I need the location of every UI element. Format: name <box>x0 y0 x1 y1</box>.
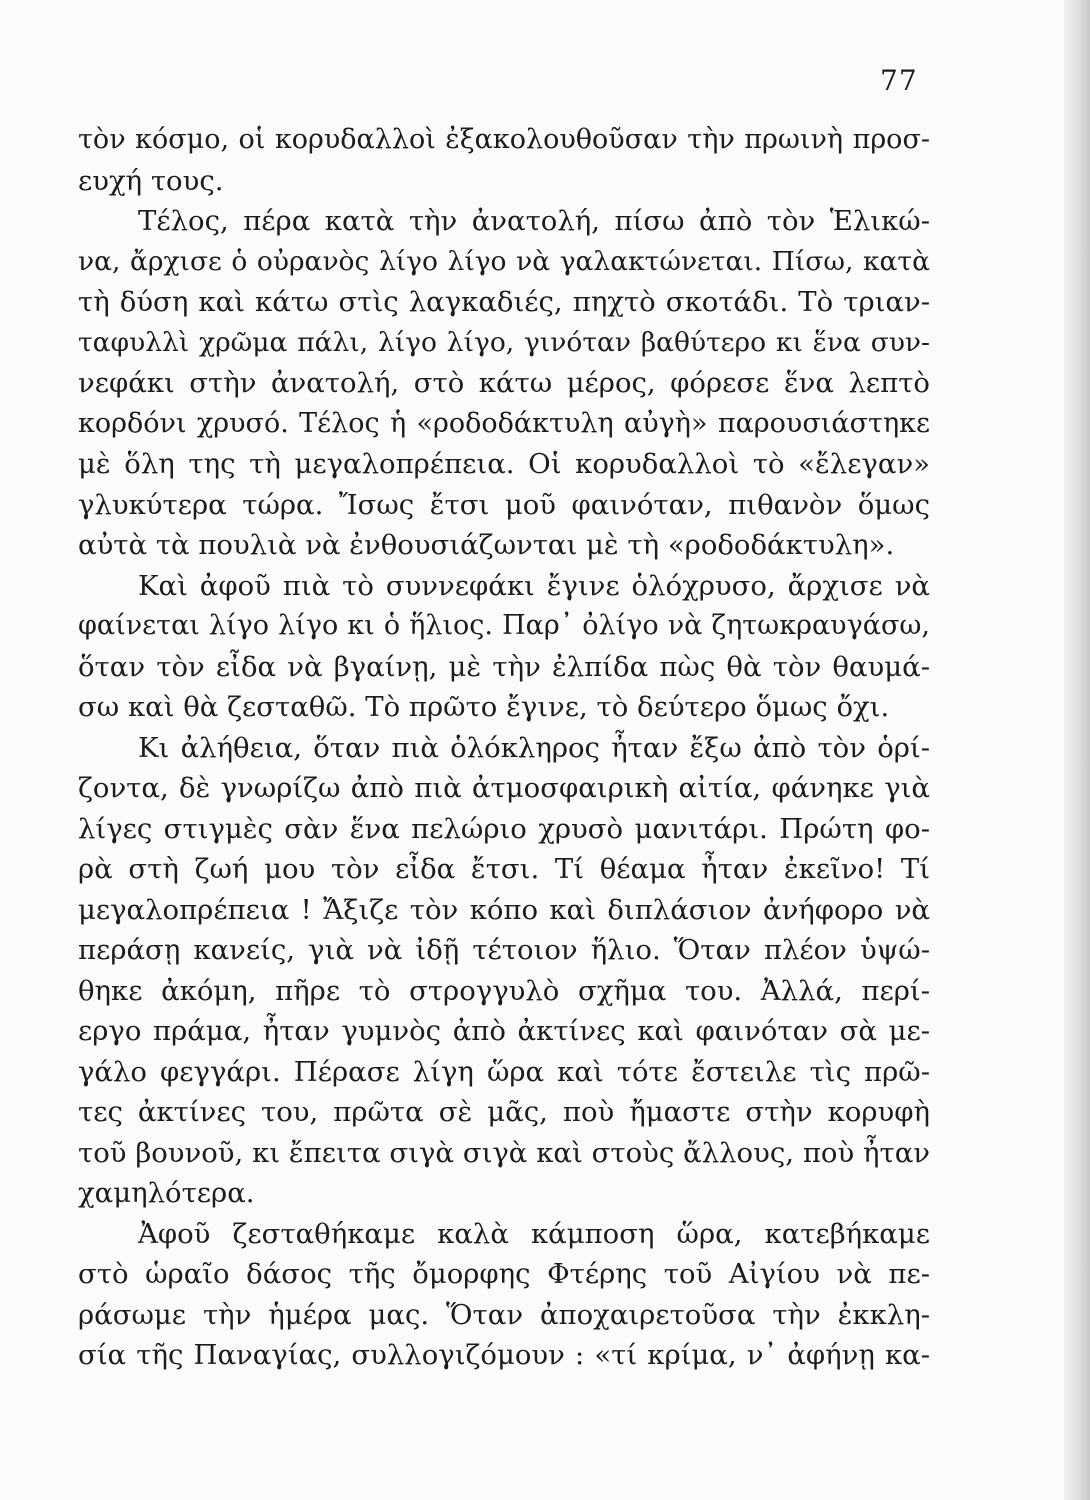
page-edge-shadow <box>1064 0 1090 1500</box>
text-line: εργο πράμα, ἦταν γυμνὸς ἀπὸ ἀκτίνες καὶ φαινόταν σὰ με- <box>78 1015 930 1047</box>
text-line: κορδόνι χρυσό. Τέλος ἡ «ροδοδάκτυλη αὐγὴ» παρουσιάστηκε <box>78 407 930 439</box>
text-line: τὸν κόσμο, οἱ κορυδαλλοὶ ἐξακολουθοῦσαν τὴν πρωινὴ προσ- <box>78 124 930 155</box>
text-line: τες ἀκτίνες του, πρῶτα σὲ μᾶς, ποὺ ἤμαστε στὴν κορυφὴ <box>78 1096 930 1128</box>
text-line: ρὰ στὴ ζωή μου τὸν εἶδα ἔτσι. Τί θέαμα ἦταν ἐκεῖνο! Τί <box>78 853 930 885</box>
text-line: μὲ ὅλη της τὴ μεγαλοπρέπεια. Οἱ κορυδαλλοὶ τὸ «ἔλεγαν» <box>78 448 930 480</box>
text-line: γλυκύτερα τώρα. Ἴσως ἔτσι μοῦ φαινόταν, πιθανὸν ὅμως <box>78 488 930 521</box>
text-line: σία τῆς Παναγίας, συλλογιζόμουν : «τί κρίμα, ν᾽ ἀφήνῃ κα- <box>78 1339 930 1371</box>
text-line: τοῦ βουνοῦ, κι ἔπειτα σιγὰ σιγὰ καὶ στοὺς ἄλλους, ποὺ ἦταν <box>78 1136 930 1169</box>
text-line: ὅταν τὸν εἶδα νὰ βγαίνῃ, μὲ τὴν ἐλπίδα πὼς θὰ τὸν θαυμά- <box>78 650 930 683</box>
text-line: γάλο φεγγάρι. Πέρασε λίγη ὥρα καὶ τότε ἔστειλε τὶς πρῶ- <box>78 1055 930 1088</box>
text-line: λίγες στιγμὲς σὰν ἕνα πελώριο χρυσὸ μανιτάρι. Πρώτη φο- <box>78 812 930 845</box>
text-line: θηκε ἀκόμη, πῆρε τὸ στρογγυλὸ σχῆμα του. Ἀλλά, περί- <box>78 974 930 1007</box>
text-line: μεγαλοπρέπεια ! Ἄξιζε τὸν κόπο καὶ διπλάσιον ἀνήφορο νὰ <box>78 893 930 926</box>
text-line: Κι ἀλήθεια, ὅταν πιὰ ὁλόκληρος ἦταν ἔξω ἀπὸ τὸν ὁρί- <box>138 731 930 764</box>
text-line: ευχή τους. <box>78 164 224 197</box>
text-line: ταφυλλὶ χρῶμα πάλι, λίγο λίγο, γινόταν βαθύτερο κι ἕνα συν- <box>78 326 930 358</box>
text-line: σω καὶ θὰ ζεσταθῶ. Τὸ πρῶτο ἔγινε, τὸ δεύτερο ὅμως ὄχι. <box>78 691 890 723</box>
text-line: περάσῃ κανείς, γιὰ νὰ ἰδῇ τέτοιον ἥλιο. Ὅταν πλέον ὑψώ- <box>78 934 930 966</box>
text-line: χαμηλότερα. <box>78 1177 255 1209</box>
text-line: Ἀφοῦ ζεσταθήκαμε καλὰ κάμποση ὥρα, κατεβήκαμε <box>138 1217 930 1250</box>
text-line: να, ἄρχισε ὁ οὐρανὸς λίγο λίγο νὰ γαλακτώνεται. Πίσω, κατὰ <box>78 245 930 277</box>
text-line: τὴ δύση καὶ κάτω στὶς λαγκαδιές, πηχτὸ σκοτάδι. Τὸ τριαν- <box>78 286 930 318</box>
text-line: νεφάκι στὴν ἀνατολή, στὸ κάτω μέρος, φόρεσε ἕνα λεπτὸ <box>78 367 930 399</box>
page-number: 77 <box>880 64 918 97</box>
text-line: αὐτὰ τὰ πουλιὰ νὰ ἐνθουσιάζωνται μὲ τὴ «ροδοδάκτυλη». <box>78 529 895 561</box>
text-line: ζοντα, δὲ γνωρίζω ἀπὸ πιὰ ἀτμοσφαιρικὴ αἰτία, φάνηκε γιὰ <box>78 772 930 804</box>
text-line: στὸ ὡραῖο δάσος τῆς ὄμορφης Φτέρης τοῦ Αἰγίου νὰ πε- <box>78 1258 930 1290</box>
body-text <box>78 120 930 1376</box>
text-line: ράσωμε τὴν ἡμέρα μας. Ὅταν ἀποχαιρετοῦσα τὴν ἐκκλη- <box>78 1298 930 1331</box>
text-line: φαίνεται λίγο λίγο κι ὁ ἥλιος. Παρ᾽ ὀλίγο νὰ ζητωκραυγάσω, <box>78 610 930 641</box>
text-line: Τέλος, πέρα κατὰ τὴν ἀνατολή, πίσω ἀπὸ τὸν Ἑλικώ- <box>138 205 930 237</box>
text-line: Καὶ ἀφοῦ πιὰ τὸ συννεφάκι ἔγινε ὁλόχρυσο, ἄρχισε νὰ <box>138 569 930 602</box>
